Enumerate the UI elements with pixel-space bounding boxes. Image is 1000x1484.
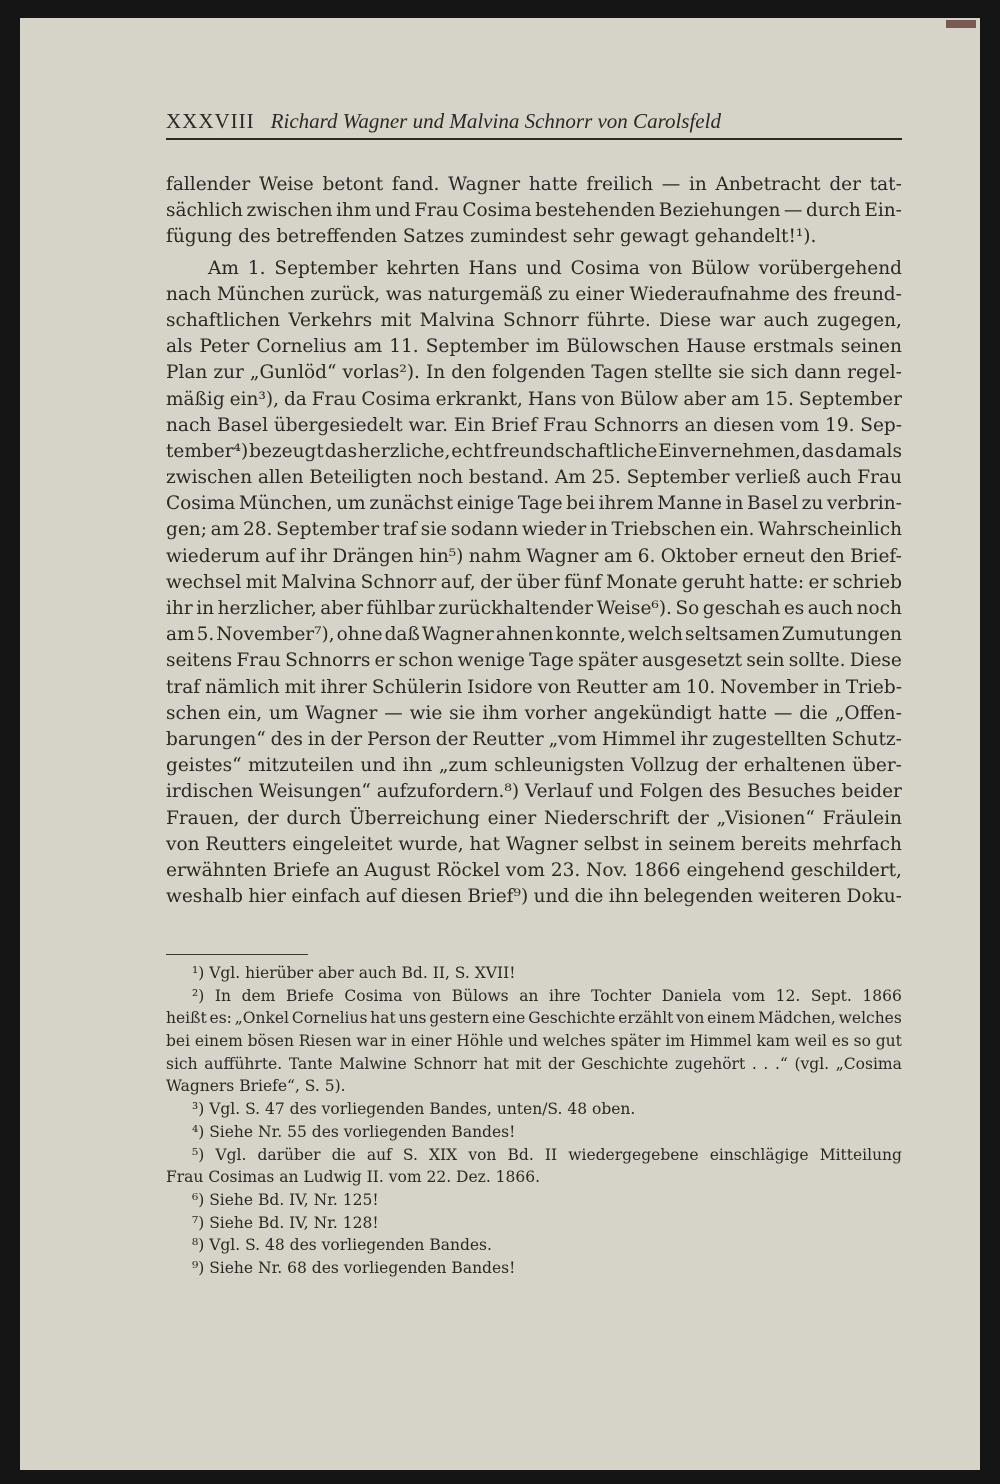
text-line: seitens Frau Schnorrs er schon wenige Tage später ausgesetzt sein sollte. Diese <box>166 650 902 672</box>
text-line: irdischen Weisungen“ aufzufordern.⁸) Verlauf und Folgen des Besuches beider <box>166 781 902 803</box>
text-line: sächlich zwischen ihm und Frau Cosima bestehenden Beziehungen — durch Ein- <box>166 200 902 222</box>
footnotes <box>166 962 902 1280</box>
text-line: barungen“ des in der Person der Reutter „vom Himmel ihr zugestellten Schutz- <box>166 728 902 750</box>
text-line: schen ein, um Wagner — wie sie ihm vorher angekündigt hatte — die „Offen- <box>166 702 902 724</box>
text-line: geistes“ mitzuteilen und ihn „zum schleunigsten Vollzug der erhaltenen über- <box>166 755 902 777</box>
text-line: nach Basel übergesiedelt war. Ein Brief Frau Schnorrs an diesen vom 19. Sep- <box>166 414 902 436</box>
footnote-line: heißt es: „Onkel Cornelius hat uns gestern eine Geschichte erzählt von einem Mädchen, welches <box>166 1009 902 1028</box>
text-line: Frauen, der durch Überreichung einer Niederschrift der „Visionen“ Fräulein <box>166 807 902 829</box>
text-line: fügung des betreffenden Satzes zumindest sehr gewagt gehandelt!¹). <box>166 226 817 248</box>
footnote-line: ⁹) Siehe Nr. 68 des vorliegenden Bandes! <box>192 1258 516 1277</box>
footnote-line: ⁸) Vgl. S. 48 des vorliegenden Bandes. <box>192 1236 492 1255</box>
text-line: mäßig ein³), da Frau Cosima erkrankt, Hans von Bülow aber am 15. September <box>166 388 902 410</box>
footnote-rule <box>166 954 308 955</box>
text-line: gen; am 28. September traf sie sodann wieder in Triebschen ein. Wahrscheinlich <box>166 519 902 541</box>
text-line: Plan zur „Gunlöd“ vorlas²). In den folgenden Tagen stellte sie sich dann regel- <box>166 362 902 384</box>
footnote-line: ³) Vgl. S. 47 des vorliegenden Bandes, unten/S. 48 oben. <box>192 1100 636 1119</box>
text-line: schaftlichen Verkehrs mit Malvina Schnorr führte. Diese war auch zugegen, <box>166 309 902 331</box>
footnote-line: ¹) Vgl. hierüber aber auch Bd. II, S. XVII! <box>192 964 516 982</box>
footnote-line: ²) In dem Briefe Cosima von Bülows an ihre Tochter Daniela vom 12. Sept. 1866 <box>192 986 902 1005</box>
running-header <box>166 108 902 140</box>
text-line: Cosima München, um zunächst einige Tage bei ihrem Manne in Basel zu verbrin- <box>166 493 902 515</box>
footnote-line: ⁷) Siehe Bd. IV, Nr. 128! <box>192 1213 379 1232</box>
text-line: wiederum auf ihr Drängen hin⁵) nahm Wagner am 6. Oktober erneut den Brief- <box>166 545 902 567</box>
text-line: traf nämlich mit ihrer Schülerin Isidore von Reutter am 10. November in Trieb- <box>166 676 902 698</box>
footnote-line: Frau Cosimas an Ludwig II. vom 22. Dez. 1866. <box>166 1168 541 1187</box>
text-line: ihr in herzlicher, aber fühlbar zurückhaltender Weise⁶). So geschah es auch noch <box>166 598 902 619</box>
running-title: Richard Wagner und Malvina Schnorr von Carolsfeld <box>270 109 721 133</box>
text-line: erwähnten Briefe an August Röckel vom 23. Nov. 1866 eingehend geschildert, <box>166 859 902 881</box>
text-line: zwischen allen Beteiligten noch bestand. Am 25. September verließ auch Frau <box>166 467 902 489</box>
text-line: von Reutters eingeleitet wurde, hat Wagner selbst in seinem bereits mehrfach <box>166 833 902 855</box>
footnote-line: ⁵) Vgl. darüber die auf S. XIX von Bd. II wiedergegebene einschlägige Mitteilung <box>192 1145 902 1164</box>
footnote-line: sich aufführte. Tante Malwine Schnorr hat mit der Geschichte zugehört . . .“ (vgl. „Cosima <box>166 1054 902 1073</box>
footnote-line: Wagners Briefe“, S. 5). <box>166 1077 346 1096</box>
text-line: tember⁴) bezeugt das herzliche, echt freundschaftliche Einvernehmen, das damals <box>166 440 902 462</box>
footnote-line: ⁶) Siehe Bd. IV, Nr. 125! <box>192 1190 379 1209</box>
page-number: XXXVIII <box>166 109 255 133</box>
footnote-line: ⁴) Siehe Nr. 55 des vorliegenden Bandes! <box>192 1122 516 1141</box>
archive-stamp-mark <box>946 20 976 28</box>
text-line: wechsel mit Malvina Schnorr auf, der über fünf Monate geruht hatte: er schrieb <box>166 571 902 593</box>
main-text <box>166 172 902 910</box>
text-line: Am 1. September kehrten Hans und Cosima von Bülow vorübergehend <box>208 257 902 279</box>
text-line: am 5. November⁷), ohne daß Wagner ahnen konnte, welch seltsamen Zumutungen <box>166 624 902 646</box>
footnote-line: bei einem bösen Riesen war in einer Höhle und welches später im Himmel kam weil es so gut <box>166 1032 902 1051</box>
text-line: nach München zurück, was naturgemäß zu einer Wiederaufnahme des freund- <box>166 283 902 305</box>
text-line: als Peter Cornelius am 11. September im Bülowschen Hause erstmals seinen <box>166 336 902 358</box>
text-line: fallender Weise betont fand. Wagner hatte freilich — in Anbetracht der tat- <box>166 174 902 195</box>
text-line: weshalb hier einfach auf diesen Brief⁹) und die ihn belegenden weiteren Doku- <box>166 886 902 908</box>
